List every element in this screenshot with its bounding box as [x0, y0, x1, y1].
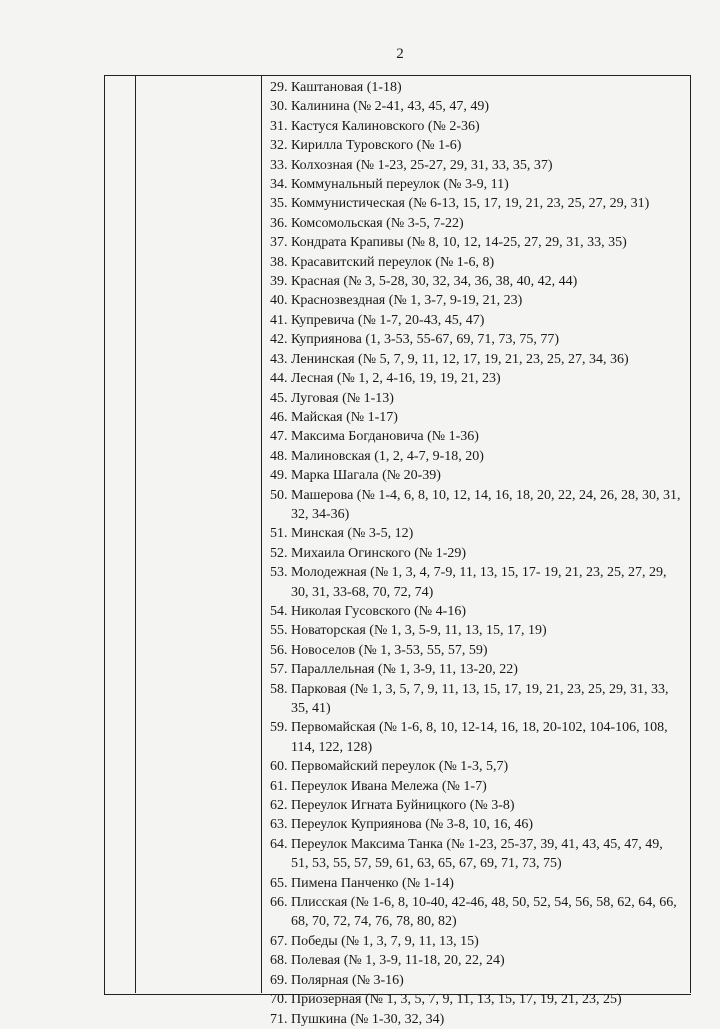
street-item-text: Переулок Куприянова (№ 3-8, 10, 16, 46)	[291, 817, 534, 833]
street-list-item	[270, 893, 682, 932]
street-item-text: Новаторская (№ 1, 3, 5-9, 11, 13, 15, 17, 19)	[291, 623, 547, 639]
street-item-number: 30.	[270, 99, 288, 115]
street-item-number: 65.	[270, 875, 288, 891]
street-list-item	[270, 97, 682, 116]
street-item-text: Кирилла Туровского (№ 1-6)	[291, 138, 462, 154]
street-item-number: 50.	[270, 487, 288, 503]
street-item-text: Приозерная (№ 1, 3, 5, 7, 9, 11, 13, 15, 17, 19, 21, 23, 25)	[291, 992, 622, 1008]
street-item-text: Пимена Панченко (№ 1-14)	[291, 875, 454, 891]
street-item-number: 43.	[270, 351, 288, 367]
street-item-text: Переулок Ивана Мележа (№ 1-7)	[291, 778, 487, 794]
street-list-item	[270, 350, 682, 369]
street-list-item	[270, 214, 682, 233]
street-item-number: 29.	[270, 80, 288, 95]
page-number: 2	[396, 46, 404, 62]
street-item-number: 69.	[270, 972, 288, 988]
street-item-number: 61.	[270, 778, 288, 794]
street-item-text: Машерова (№ 1-4, 6, 8, 10, 12, 14, 16, 18, 20, 22, 24, 26, 28, 30, 31, 32, 34-36)	[291, 487, 681, 522]
street-list-item	[270, 486, 682, 525]
street-item-number: 38.	[270, 254, 288, 270]
street-item-text: Первомайский переулок (№ 1-3, 5,7)	[291, 759, 509, 775]
street-item-text: Красавитский переулок (№ 1-6, 8)	[291, 254, 495, 270]
column-divider	[261, 75, 262, 993]
street-list-item	[270, 718, 682, 757]
street-item-text: Краснозвездная (№ 1, 3-7, 9-19, 21, 23)	[291, 293, 523, 309]
street-list-item	[270, 660, 682, 679]
street-item-number: 45.	[270, 390, 288, 406]
street-list-item	[270, 757, 682, 776]
street-item-text: Майская (№ 1-17)	[291, 409, 398, 425]
street-list-item	[270, 777, 682, 796]
street-list-item	[270, 641, 682, 660]
street-item-text: Колхозная (№ 1-23, 25-27, 29, 31, 33, 35, 37)	[291, 157, 553, 173]
street-item-number: 35.	[270, 196, 288, 212]
street-item-number: 31.	[270, 118, 288, 134]
street-list-item	[270, 194, 682, 213]
street-item-text: Коммунальный переулок (№ 3-9, 11)	[291, 177, 509, 193]
street-item-text: Переулок Максима Танка (№ 1-23, 25-37, 39, 41, 43, 45, 47, 49, 51, 53, 55, 57, 59, 61, 63, 65, 67, 69, 71, 73, 75)	[291, 836, 663, 872]
street-item-text: Полярная (№ 3-16)	[291, 972, 404, 988]
street-item-text: Лесная (№ 1, 2, 4-16, 19, 19, 21, 23)	[291, 371, 501, 387]
street-item-number: 53.	[270, 565, 288, 581]
street-item-number: 41.	[270, 312, 288, 328]
street-item-number: 60.	[270, 759, 288, 775]
street-item-number: 36.	[270, 215, 288, 231]
street-item-number: 44.	[270, 371, 288, 387]
street-item-number: 62.	[270, 798, 288, 814]
street-item-number: 66.	[270, 895, 288, 911]
street-list-item	[270, 990, 682, 1009]
street-list-item	[270, 427, 682, 446]
street-item-number: 64.	[270, 836, 288, 852]
street-list-item	[270, 330, 682, 349]
street-item-text: Михаила Огинского (№ 1-29)	[291, 545, 467, 561]
street-item-text: Коммунистическая (№ 6-13, 15, 17, 19, 21, 23, 25, 27, 29, 31)	[291, 196, 650, 212]
column-divider	[690, 75, 691, 993]
street-item-number: 71.	[270, 1011, 288, 1027]
street-item-text: Марка Шагала (№ 20-39)	[291, 468, 441, 484]
street-list-item	[270, 971, 682, 990]
street-item-number: 56.	[270, 642, 288, 658]
street-item-number: 67.	[270, 933, 288, 949]
street-list-item	[270, 524, 682, 543]
street-list-item	[270, 291, 682, 310]
street-list-item	[270, 544, 682, 563]
street-list-item	[270, 117, 682, 136]
column-divider	[135, 75, 136, 993]
street-item-number: 68.	[270, 953, 288, 969]
street-item-number: 54.	[270, 603, 288, 619]
street-item-text: Победы (№ 1, 3, 7, 9, 11, 13, 15)	[291, 933, 479, 949]
street-list-item	[270, 951, 682, 970]
street-list-item	[270, 466, 682, 485]
street-list-item	[270, 233, 682, 252]
street-list-item	[270, 796, 682, 815]
street-item-text: Кастуся Калиновского (№ 2-36)	[291, 118, 480, 134]
street-list-item	[270, 253, 682, 272]
street-item-number: 63.	[270, 817, 288, 833]
street-item-number: 46.	[270, 409, 288, 425]
street-item-number: 32.	[270, 138, 288, 154]
street-item-text: Красная (№ 3, 5-28, 30, 32, 34, 36, 38, 40, 42, 44)	[291, 274, 578, 290]
street-item-text: Минская (№ 3-5, 12)	[291, 526, 414, 542]
street-item-number: 52.	[270, 545, 288, 561]
street-item-text: Купревича (№ 1-7, 20-43, 45, 47)	[291, 312, 485, 328]
street-item-number: 40.	[270, 293, 288, 309]
street-item-text: Молодежная (№ 1, 3, 4, 7-9, 11, 13, 15, 17- 19, 21, 23, 25, 27, 29, 30, 31, 33-68, 70, 72, 74)	[291, 565, 667, 600]
street-list-item	[270, 272, 682, 291]
street-list-item	[270, 1010, 682, 1029]
street-item-number: 48.	[270, 448, 288, 464]
street-list-item	[270, 175, 682, 194]
street-list-item	[270, 874, 682, 893]
street-item-text: Кондрата Крапивы (№ 8, 10, 12, 14-25, 27, 29, 31, 33, 35)	[291, 235, 627, 251]
street-item-text: Параллельная (№ 1, 3-9, 11, 13-20, 22)	[291, 662, 518, 678]
street-item-number: 70.	[270, 992, 288, 1008]
street-item-number: 49.	[270, 468, 288, 484]
street-item-number: 33.	[270, 157, 288, 173]
street-list-item	[270, 447, 682, 466]
street-list-item	[270, 621, 682, 640]
street-item-number: 57.	[270, 662, 288, 678]
street-list-item	[270, 932, 682, 951]
street-item-text: Первомайская (№ 1-6, 8, 10, 12-14, 16, 18, 20-102, 104-106, 108, 114, 122, 128)	[291, 720, 668, 755]
street-item-text: Максима Богдановича (№ 1-36)	[291, 429, 479, 445]
street-list-item	[270, 815, 682, 834]
street-list-item	[270, 408, 682, 427]
street-item-number: 34.	[270, 177, 288, 193]
street-item-text: Переулок Игната Буйницкого (№ 3-8)	[291, 798, 515, 814]
street-list-item	[270, 389, 682, 408]
street-item-number: 37.	[270, 235, 288, 251]
street-item-number: 47.	[270, 429, 288, 445]
street-item-text: Плисская (№ 1-6, 8, 10-40, 42-46, 48, 50, 52, 54, 56, 58, 62, 64, 66, 68, 70, 72, 74, 76, 78, 80, 82)	[291, 895, 677, 930]
street-item-text: Ленинская (№ 5, 7, 9, 11, 12, 17, 19, 21, 23, 25, 27, 34, 36)	[291, 351, 629, 367]
street-list-item	[270, 563, 682, 602]
street-list-item	[270, 369, 682, 388]
street-item-number: 59.	[270, 720, 288, 736]
street-list-item	[270, 680, 682, 719]
street-item-text: Новоселов (№ 1, 3-53, 55, 57, 59)	[291, 642, 488, 658]
street-item-text: Луговая (№ 1-13)	[291, 390, 394, 406]
street-item-number: 39.	[270, 274, 288, 290]
street-item-number: 58.	[270, 681, 288, 697]
street-list-item	[270, 835, 682, 874]
street-list-item	[270, 136, 682, 155]
street-item-text: Малиновская (1, 2, 4-7, 9-18, 20)	[291, 448, 484, 464]
street-item-text: Каштановая (1-18)	[291, 80, 402, 95]
street-list	[270, 78, 682, 1029]
street-item-number: 42.	[270, 332, 288, 348]
street-list-item	[270, 602, 682, 621]
street-list-item	[270, 311, 682, 330]
street-item-text: Николая Гусовского (№ 4-16)	[291, 603, 466, 619]
street-item-text: Комсомольская (№ 3-5, 7-22)	[291, 215, 464, 231]
street-item-text: Пушкина (№ 1-30, 32, 34)	[291, 1011, 445, 1027]
street-item-text: Полевая (№ 1, 3-9, 11-18, 20, 22, 24)	[291, 953, 505, 969]
street-item-text: Калинина (№ 2-41, 43, 45, 47, 49)	[291, 99, 490, 115]
street-item-text: Куприянова (1, 3-53, 55-67, 69, 71, 73, 75, 77)	[291, 332, 559, 348]
street-item-number: 51.	[270, 526, 288, 542]
street-item-number: 55.	[270, 623, 288, 639]
street-list-item	[270, 156, 682, 175]
street-list-item	[270, 78, 682, 97]
street-item-text: Парковая (№ 1, 3, 5, 7, 9, 11, 13, 15, 17, 19, 21, 23, 25, 29, 31, 33, 35, 41)	[291, 681, 669, 716]
